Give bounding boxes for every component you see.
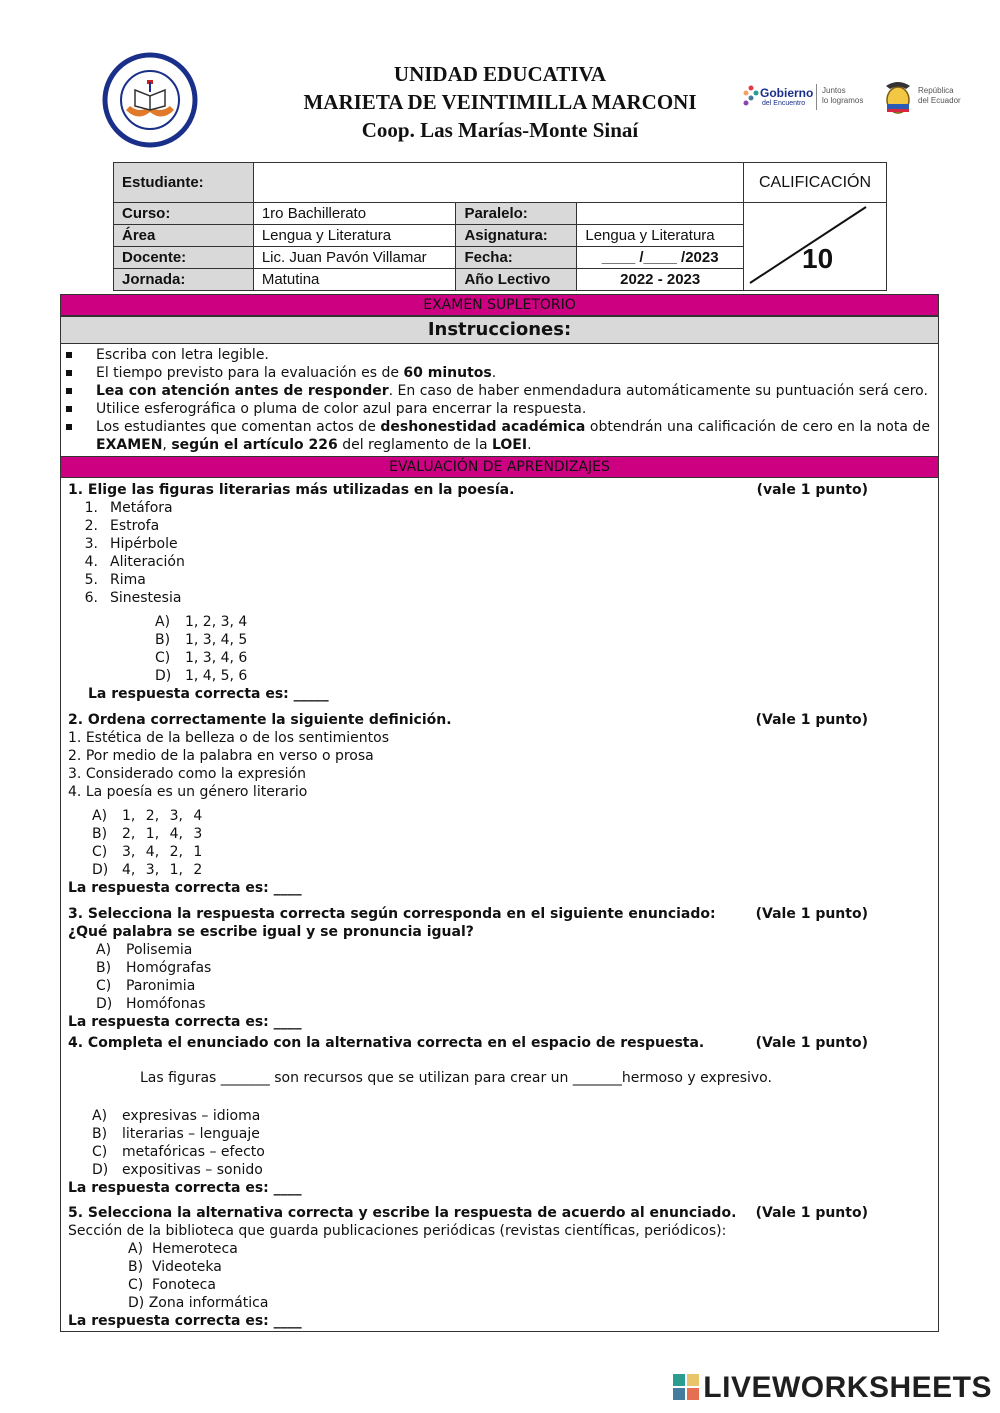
gob-text: Gobierno: [760, 86, 814, 100]
q5-answer-line[interactable]: La respuesta correcta es: ____: [68, 1313, 302, 1329]
evaluation-title-band: EVALUACIÓN DE APRENDIZAJES: [60, 456, 939, 478]
school-logo: [100, 52, 200, 148]
course-value: 1ro Bachillerato: [253, 203, 456, 225]
q1-answer-line[interactable]: La respuesta correcta es: _____: [88, 686, 329, 702]
answer-option[interactable]: C) 3, 4, 2, 1: [92, 844, 203, 860]
question-5: [68, 1204, 938, 1330]
grade-value: 10: [802, 243, 834, 274]
school-name-line1: UNIDAD EDUCATIVA: [393, 62, 607, 86]
q1-title: 1. Elige las figuras literarias más utilizadas en la poesía.: [68, 482, 515, 498]
instructions-title: Instrucciones:: [60, 316, 939, 344]
answer-option[interactable]: A) expresivas – idioma: [92, 1108, 261, 1124]
list-item: 3. Considerado como la expresión: [68, 766, 307, 782]
gob-text2: del Encuentro: [762, 100, 806, 107]
answer-option[interactable]: D) 4, 3, 1, 2: [92, 862, 203, 878]
answer-option[interactable]: B) Videoteka: [128, 1259, 222, 1275]
q3-points: (Vale 1 punto): [755, 906, 868, 922]
teacher-label: Docente:: [114, 247, 254, 269]
list-item: 6. Sinestesia: [84, 590, 182, 606]
answer-option[interactable]: D) 1, 4, 5, 6: [155, 668, 248, 684]
teacher-value: Lic. Juan Pavón Villamar: [253, 247, 456, 269]
exam-title-band: EXAMEN SUPLETORIO: [60, 294, 939, 316]
republica-text1: República: [918, 86, 954, 95]
date-field[interactable]: ____ /____ /2023: [577, 247, 744, 269]
answer-option[interactable]: D) Zona informática: [128, 1295, 269, 1311]
question-2: [68, 711, 938, 897]
list-item: 1. Estética de la belleza o de los sentimientos: [68, 730, 389, 746]
answer-option[interactable]: A) Hemeroteca: [128, 1241, 238, 1257]
instruction-item: Escriba con letra legible.: [66, 346, 930, 364]
answer-option[interactable]: B) literarias – lenguaje: [92, 1126, 260, 1142]
shift-value: Matutina: [253, 269, 456, 291]
list-item: 1. Metáfora: [84, 500, 173, 516]
question-1: [68, 481, 938, 703]
grade-box: [744, 203, 887, 291]
school-name-line2: MARIETA DE VEINTIMILLA MARCONI: [303, 90, 697, 114]
list-item: 4. Aliteración: [84, 554, 185, 570]
list-item: 5. Rima: [84, 572, 146, 588]
date-label: Fecha:: [456, 247, 577, 269]
student-info-table: [113, 162, 887, 291]
instructions-list: [66, 346, 930, 454]
answer-option[interactable]: C) Paronimia: [96, 978, 196, 994]
year-label: Año Lectivo: [456, 269, 577, 291]
list-item: 2. Por medio de la palabra en verso o prosa: [68, 748, 374, 764]
shift-label: Jornada:: [114, 269, 254, 291]
answer-option[interactable]: C) 1, 3, 4, 6: [155, 650, 248, 666]
q5-subtitle: Sección de la biblioteca que guarda publicaciones periódicas (revistas científicas, periódicos):: [68, 1223, 727, 1239]
grade-header: CALIFICACIÓN: [744, 163, 887, 203]
list-item: 3. Hipérbole: [84, 536, 178, 552]
subject-value: Lengua y Literatura: [577, 225, 744, 247]
student-field[interactable]: [253, 163, 743, 203]
q1-points: (vale 1 punto): [756, 482, 868, 498]
answer-option[interactable]: A) 1, 2, 3, 4: [155, 614, 248, 630]
q2-title: 2. Ordena correctamente la siguiente definición.: [68, 712, 452, 728]
school-address: Coop. Las Marías-Monte Sinaí: [361, 118, 639, 142]
q3-answer-line[interactable]: La respuesta correcta es: ____: [68, 1014, 302, 1030]
q4-sentence[interactable]: Las figuras _______ son recursos que se utilizan para crear un _______hermoso y expresivo.: [140, 1070, 772, 1086]
republica-text2: del Ecuador: [918, 96, 961, 105]
q4-points: (Vale 1 punto): [755, 1035, 868, 1051]
q4-answer-line[interactable]: La respuesta correcta es: ____: [68, 1180, 302, 1196]
answer-option[interactable]: B) 2, 1, 4, 3: [92, 826, 203, 842]
question-4: [68, 1034, 938, 1197]
liveworksheets-watermark: LIVEWORKSHEETS: [673, 1371, 992, 1405]
answer-option[interactable]: D) expositivas – sonido: [92, 1162, 263, 1178]
list-item: 4. La poesía es un género literario: [68, 784, 308, 800]
q2-answer-line[interactable]: La respuesta correcta es: ____: [68, 880, 302, 896]
ecuador-coat-of-arms-icon: [880, 80, 916, 116]
answer-option[interactable]: D) Homófonas: [96, 996, 206, 1012]
student-label: Estudiante:: [114, 163, 254, 203]
q3-subtitle: ¿Qué palabra se escribe igual y se pronuncia igual?: [68, 924, 474, 940]
answer-option[interactable]: B) Homógrafas: [96, 960, 212, 976]
answer-option[interactable]: A) 1, 2, 3, 4: [92, 808, 203, 824]
course-label: Curso:: [114, 203, 254, 225]
q4-title: 4. Completa el enunciado con la alternativa correcta en el espacio de respuesta.: [68, 1035, 705, 1051]
subject-label: Asignatura:: [456, 225, 577, 247]
instruction-item: Utilice esferográfica o pluma de color azul para encerrar la respuesta.: [66, 400, 930, 418]
q2-points: (Vale 1 punto): [755, 712, 868, 728]
answer-option[interactable]: C) Fonoteca: [128, 1277, 216, 1293]
area-label: Área: [114, 225, 254, 247]
juntos-text2: lo logramos: [822, 96, 864, 105]
q5-title: 5. Selecciona la alternativa correcta y escribe la respuesta de acuerdo al enunciado.: [68, 1205, 737, 1221]
answer-option[interactable]: A) Polisemia: [96, 942, 193, 958]
list-item: 2. Estrofa: [84, 518, 160, 534]
q3-title: 3. Selecciona la respuesta correcta según corresponda en el siguiente enunciado:: [68, 906, 716, 922]
area-value: Lengua y Literatura: [253, 225, 456, 247]
instruction-item: Los estudiantes que comentan actos de deshonestidad académica obtendrán una calificación de cero en la nota de EXAMEN, según el artículo 226 del reglamento de la LOEI.: [66, 418, 930, 454]
juntos-text1: Juntos: [822, 86, 846, 95]
question-3: [68, 905, 938, 1031]
parallel-label: Paralelo:: [456, 203, 577, 225]
year-value: 2022 - 2023: [577, 269, 744, 291]
q5-points: (Vale 1 punto): [755, 1205, 868, 1221]
instruction-item: Lea con atención antes de responder. En caso de haber enmendadura automáticamente su puntuación será cero.: [66, 382, 930, 400]
parallel-field[interactable]: [577, 203, 744, 225]
answer-option[interactable]: B) 1, 3, 4, 5: [155, 632, 248, 648]
liveworksheets-logo-icon: [673, 1374, 699, 1400]
answer-option[interactable]: C) metafóricas – efecto: [92, 1144, 265, 1160]
government-logo: [738, 78, 970, 118]
instruction-item: El tiempo previsto para la evaluación es de 60 minutos.: [66, 364, 930, 382]
